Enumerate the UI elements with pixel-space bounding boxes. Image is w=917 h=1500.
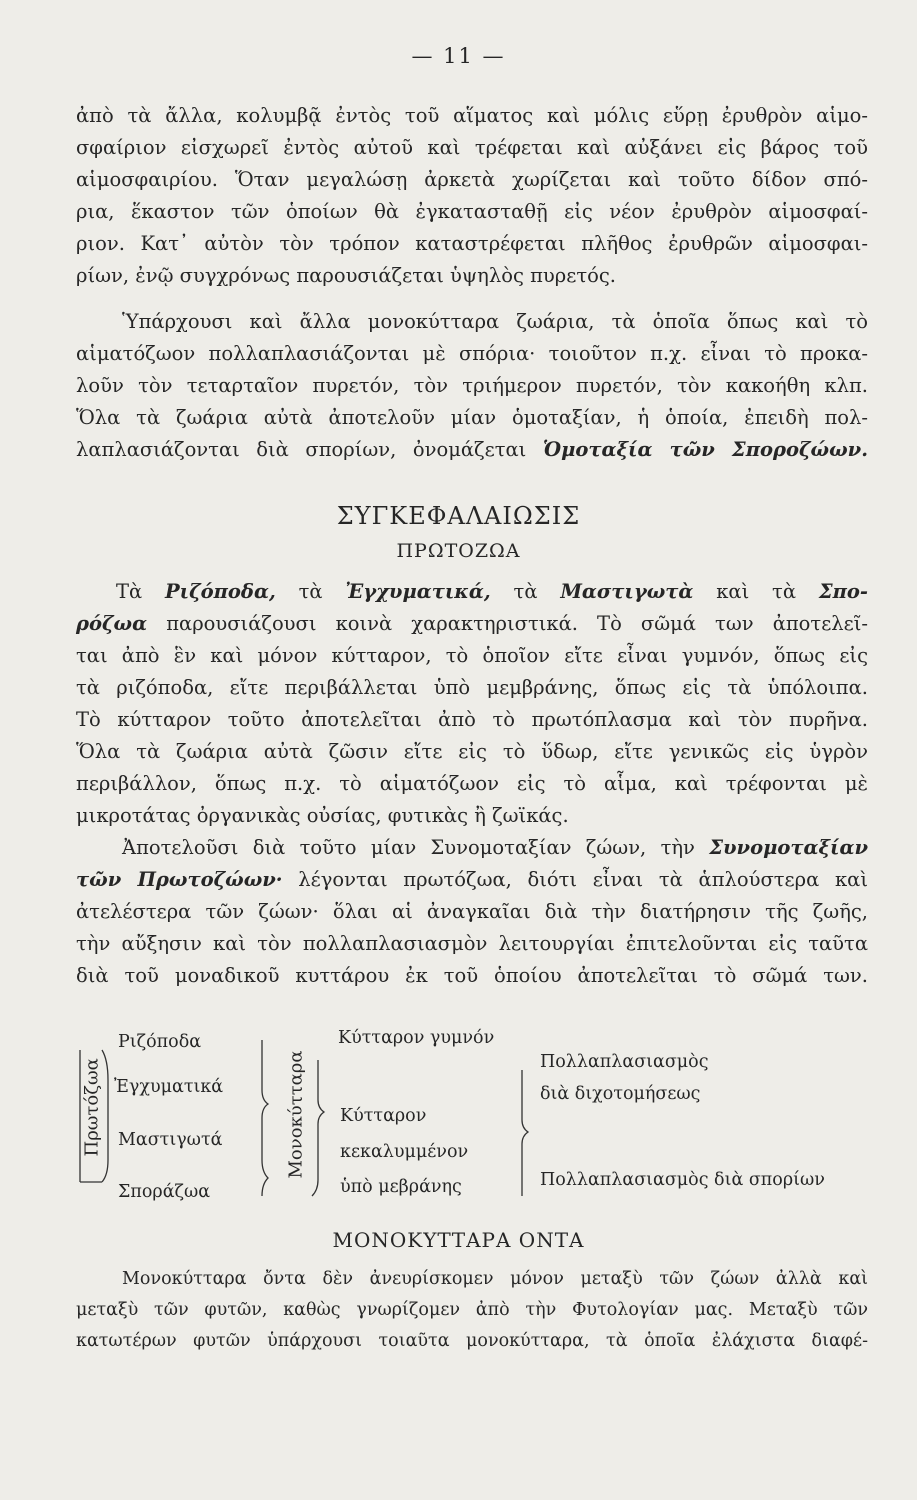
class-flagellata: Μαστιγωτά: [118, 1130, 223, 1150]
unicellular-vertical-label: Μονοκύτταρα: [285, 1050, 307, 1179]
text-fragment: τὰ: [490, 580, 561, 603]
classification-diagram: [0, 1020, 917, 1210]
text-line: μικροτάτας ὀργανικὰς οὐσίας, φυτικὰς ἢ ζωϊκάς.: [76, 804, 569, 827]
text-line: ριον. Κατ᾿ αὐτὸν τὸν τρόπον καταστρέφεται πλῆθος ἐρυθρῶν αἱμοσφαι-: [76, 232, 868, 255]
text-line: τὴν αὔξησιν καὶ τὸν πολλαπλασιασμὸν λειτουργίαι ἐπιτελοῦνται εἰς ταῦτα: [76, 932, 868, 955]
repro-fission-line-1: Πολλαπλασιασμὸς: [540, 1052, 709, 1072]
term-rhizopoda: Ριζόποδα,: [165, 580, 276, 603]
text-line: ρίων, ἐνῷ συγχρόνως παρουσιάζεται ὑψηλὸς πυρετός.: [76, 264, 616, 287]
paragraph-2: [76, 306, 868, 466]
text-line: Ὅλα τὰ ζωάρια αὐτὰ ζῶσιν εἴτε εἰς τὸ ὕδωρ, εἴτε γενικῶς εἰς ὑγρὸν: [76, 740, 868, 763]
summary-paragraph: [76, 576, 868, 992]
term-sporozoa: Σπο-: [818, 580, 868, 603]
page-number: — 11 —: [411, 44, 506, 68]
text-line: λοῦν τὸν τεταρταῖον πυρετόν, τὸν τριήμερον πυρετόν, τὸν κακοήθη κλπ.: [76, 374, 868, 397]
class-rhizopoda: Ριζόποδα: [118, 1032, 202, 1052]
text-line: [76, 608, 868, 640]
text-line: [76, 864, 868, 896]
term-infusoria: Ἐγχυματικά,: [345, 580, 491, 603]
term-flagellata: Μαστιγωτὰ: [560, 580, 694, 603]
text-fragment: παρουσιάζουσι κοινὰ χαρακτηριστικά. Τὸ σῶμά των ἀποτελεῖ-: [147, 612, 868, 635]
class-infusoria: Ἐγχυματικά: [114, 1077, 224, 1097]
term-phylum: Συνομοταξίαν: [709, 836, 868, 859]
text-fragment: λαπλασιάζονται διὰ σπορίων, ὀνομάζεται: [76, 438, 543, 461]
text-line: [76, 832, 868, 864]
text-fragment: Τὰ: [116, 580, 165, 603]
cell-covered-line-2: κεκαλυμμένον: [340, 1142, 469, 1162]
class-sporozoa: Σποράζωα: [118, 1182, 211, 1202]
text-line: περιβάλλον, ὅπως π.χ. τὸ αἱματόζωον εἰς τὸ αἷμα, καὶ τρέφονται μὲ: [76, 772, 868, 795]
text-line: μεταξὺ τῶν φυτῶν, καθὼς γνωρίζομεν ἀπὸ τὴν Φυτολογίαν μας. Μεταξὺ τῶν: [76, 1300, 868, 1320]
text-line: Ὅλα τὰ ζωάρια αὐτὰ ἀποτελοῦν μίαν ὁμοταξίαν, ἡ ὁποία, ἐπειδὴ πολ-: [76, 406, 868, 429]
text-line: Τὸ κύτταρον τοῦτο ἀποτελεῖται ἀπὸ τὸ πρωτόπλασμα καὶ τὸν πυρῆνα.: [76, 708, 868, 731]
term-protozoa: τῶν Πρωτοζώων·: [76, 868, 283, 891]
term-sporozoa-cont: ρόζωα: [76, 612, 148, 635]
text-line: αἱματόζωον πολλαπλασιάζονται μὲ σπόρια· τοιοῦτον π.χ. εἶναι τὸ προκα-: [76, 342, 868, 365]
heading-summary: ΣΥΓΚΕΦΑΛΑΙΩΣΙΣ: [336, 502, 581, 530]
heading-unicellular-beings: ΜΟΝΟΚΥΤΤΑΡΑ ΟΝΤΑ: [332, 1228, 585, 1252]
text-fragment: λέγονται πρωτόζωα, διότι εἶναι τὰ ἁπλούστερα καὶ: [282, 868, 868, 891]
text-line: ρια, ἕκαστον τῶν ὁποίων θὰ ἐγκατασταθῇ εἰς νέον ἐρυθρὸν αἱμοσφαί-: [76, 200, 868, 223]
text-line: [76, 576, 868, 608]
text-fragment: τὰ: [275, 580, 346, 603]
text-line: ται ἀπὸ ἓν καὶ μόνον κύτταρον, τὸ ὁποῖον εἴτε εἶναι γυμνόν, ὅπως εἰς: [76, 644, 868, 667]
text-line: Μονοκύτταρα ὄντα δὲν ἀνευρίσκομεν μόνον μεταξὺ τῶν ζώων ἀλλὰ καὶ: [122, 1269, 868, 1289]
text-line: ἀπὸ τὰ ἄλλα, κολυμβᾷ ἐντὸς τοῦ αἵματος καὶ μόλις εὕρῃ ἐρυθρὸν αἱμο-: [76, 104, 868, 127]
text-line: διὰ τοῦ μοναδικοῦ κυττάρου ἐκ τοῦ ὁποίου ἀποτελεῖται τὸ σῶμά των.: [76, 964, 868, 987]
cell-covered-line-3: ὑπὸ μεβράνης: [340, 1177, 462, 1197]
text-fragment: Ἀποτελοῦσι διὰ τοῦτο μίαν Συνομοταξίαν ζώων, τὴν: [122, 836, 710, 859]
protozoa-vertical-label: Πρωτόζωα: [81, 1058, 103, 1157]
paragraph-1: [76, 100, 868, 292]
term-sporozoa: Ὁμοταξία τῶν Σποροζώων.: [542, 438, 868, 461]
text-line: σφαίριον εἰσχωρεῖ ἐντὸς αὐτοῦ καὶ τρέφεται καὶ αὐξάνει εἰς βάρος τοῦ: [76, 136, 868, 159]
text-line: αἱμοσφαιρίου. Ὅταν μεγαλώσῃ ἀρκετὰ χωρίζεται καὶ τοῦτο δίδον σπό-: [76, 168, 868, 191]
text-line: κατωτέρων φυτῶν ὑπάρχουσι τοιαῦτα μονοκύτταρα, τὰ ὁποῖα ἐλάχιστα διαφέ-: [76, 1331, 868, 1351]
cell-naked: Κύτταρον γυμνόν: [338, 1028, 495, 1048]
text-fragment: καὶ τὰ: [693, 580, 819, 603]
text-line: τὰ ριζόποδα, εἴτε περιβάλλεται ὑπὸ μεμβράνης, ὅπως εἰς τὰ ὑπόλοιπα.: [76, 676, 868, 699]
text-line: Ὑπάρχουσι καὶ ἄλλα μονοκύτταρα ζωάρια, τὰ ὁποῖα ὅπως καὶ τὸ: [122, 310, 868, 333]
heading-protozoa: ΠΡΩΤΟΖΩΑ: [396, 540, 521, 562]
repro-fission-line-2: διὰ διχοτομήσεως: [540, 1084, 701, 1104]
repro-spores: Πολλαπλασιασμὸς διὰ σπορίων: [540, 1170, 825, 1190]
text-line: ἀτελέστερα τῶν ζώων· ὅλαι αἱ ἀναγκαῖαι διὰ τὴν διατήρησιν τῆς ζωῆς,: [76, 900, 868, 923]
final-paragraph: [76, 1264, 868, 1357]
cell-covered-line-1: Κύτταρον: [340, 1106, 427, 1126]
text-line-with-term: [76, 434, 868, 466]
